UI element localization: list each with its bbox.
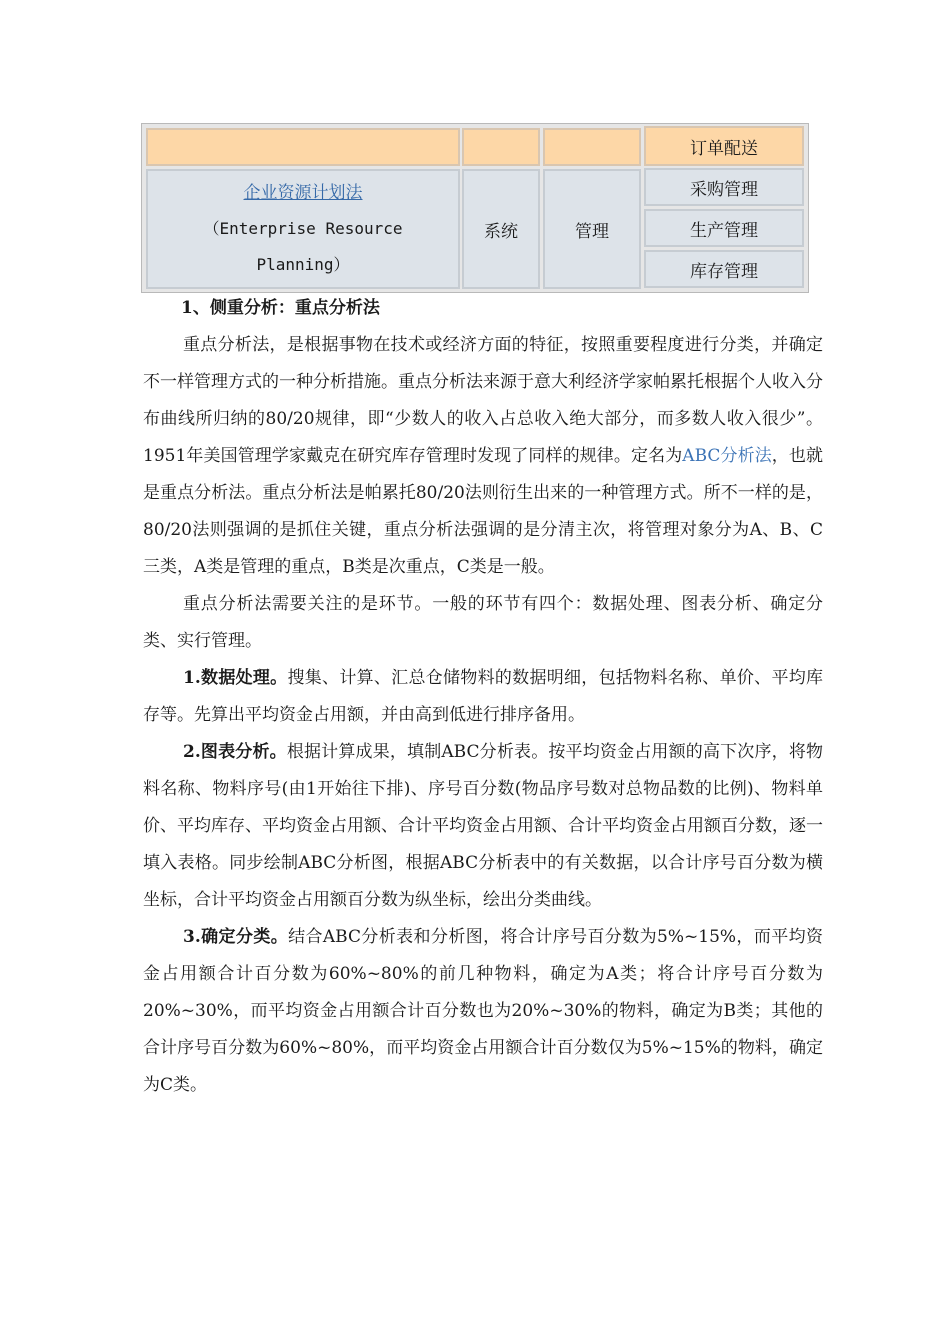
erp-name-cell [146,169,460,289]
chart-analysis-body: 根据计算成果，填制ABC分析表。按平均资金占用额的高下次序，将物料名称、物料序号(由1开始往下排)、序号百分数(物品序号数对总物品数的比例)、物料单价、平均库存、平均资金占用额、合计平均资金占用额、合计平均资金占用额百分数，逐一填入表格。同步绘制ABC分析图，根据ABC分析表中的有关数据，以合计序号百分数为横坐标，合计平均资金占用额百分数为纵坐标，绘出分类曲线。 [143,742,824,910]
paragraph-data-processing [143,660,823,734]
paragraph-classification [143,919,823,1104]
abc-analysis-link[interactable]: ABC分析法 [682,446,772,466]
erp-name-en-line1: （Enterprise Resource [203,219,403,238]
order-delivery-cell: 订单配送 [644,126,804,166]
classification-body: 结合ABC分析表和分析图，将合计序号百分数为5%~15%，而平均资金占用额合计百分数为60%~80%的前几种物料，确定为A类；将合计序号百分数为20%~30%，而平均资金占用额合计百分数也为20%~30%的物料，确定为B类；其他的合计序号百分数为60%~80%，而平均资金占用额合计百分数仅为5%~15%的物料，确定为C类。 [143,927,824,1095]
table-header-cell-3 [543,128,641,166]
paragraph-chart-analysis [143,734,823,919]
manage-cell: 管理 [543,169,641,289]
system-cell: 系统 [462,169,540,289]
paragraph-steps: 重点分析法需要关注的是环节。一般的环节有四个：数据处理、图表分析、确定分类、实行管理。 [143,594,823,651]
production-management-cell: 生产管理 [644,209,804,247]
erp-name-link[interactable]: 企业资源计划法 [243,183,363,203]
paragraph-intro-part1: 重点分析法，是根据事物在技术或经济方面的特征，按照重要程度进行分类，并确定不一样管理方式的一种分析措施。重点分析法来源于意大利经济学家帕累托根据个人收入分布曲线所归纳的80/20规律，即“少数人的收入占总收入绝大部分，而多数人收入很少”。1951年美国管理学家戴克在研究库存管理时发现了同样的规律。定名为 [143,335,823,466]
chart-analysis-title: 2.图表分析。 [183,742,287,762]
table-header-cell-1 [146,128,460,166]
table-header-cell-2 [462,128,540,166]
section-heading: 1、侧重分析：重点分析法 [181,298,380,318]
erp-name-en-line2: Planning） [256,255,350,274]
erp-table [141,123,809,293]
inventory-management-cell: 库存管理 [644,250,804,288]
paragraph-intro-part2: ，也就是重点分析法。重点分析法是帕累托80/20法则衍生出来的一种管理方式。所不一样的是，80/20法则强调的是抓住关键，重点分析法强调的是分清主次，将管理对象分为A、B、C三类，A类是管理的重点，B类是次重点，C类是一般。 [143,446,823,577]
data-processing-title: 1.数据处理。 [183,668,288,688]
purchase-management-cell: 采购管理 [644,168,804,206]
paragraph-intro [143,327,823,586]
document-body [143,290,823,1104]
classification-title: 3.确定分类。 [183,927,289,947]
data-processing-body: 搜集、计算、汇总仓储物料的数据明细，包括物料名称、单价、平均库存等。先算出平均资金占用额，并由高到低进行排序备用。 [143,668,824,725]
